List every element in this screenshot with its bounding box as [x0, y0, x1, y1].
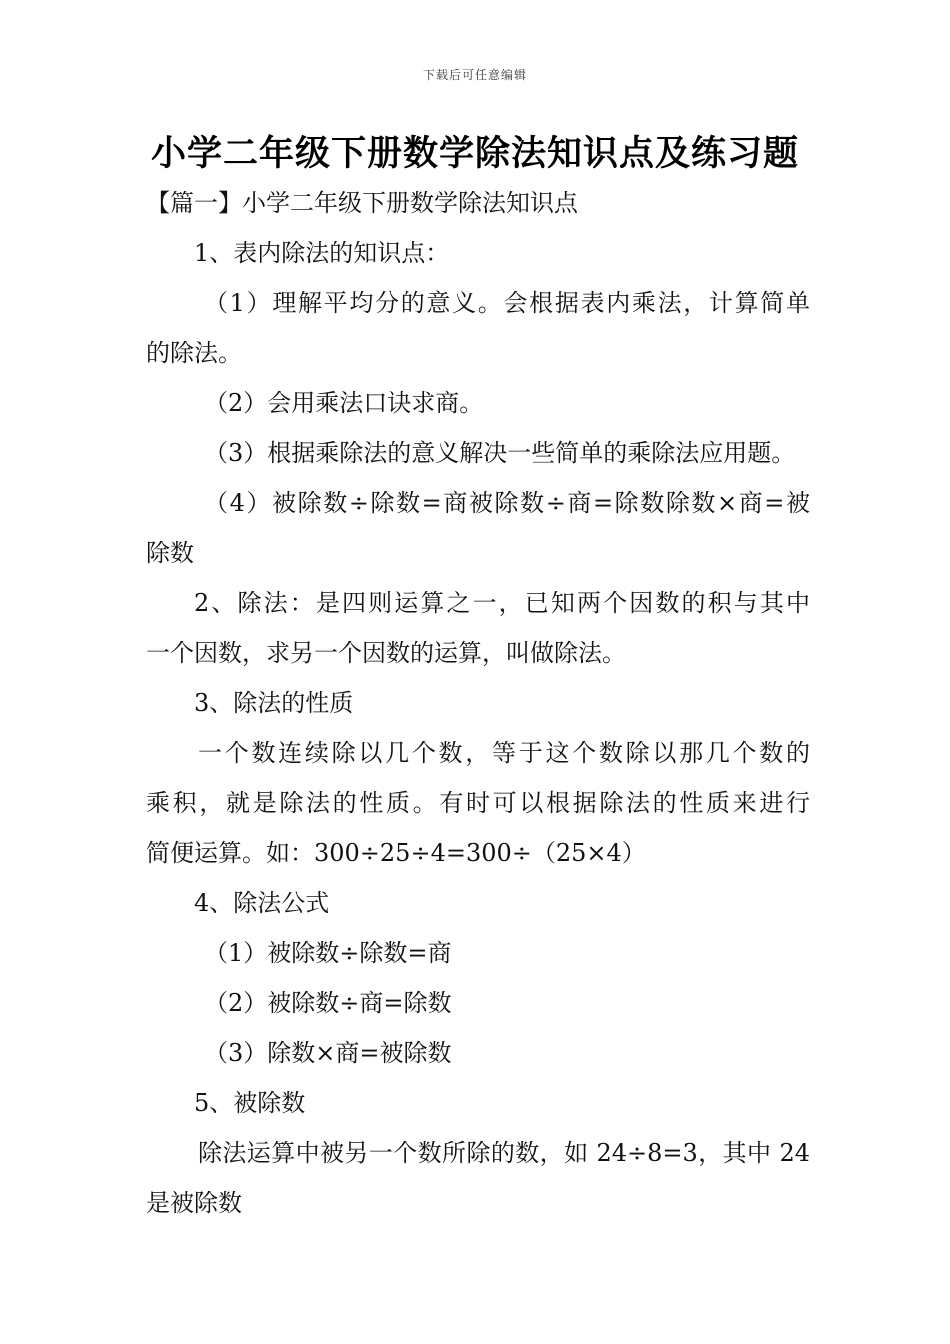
- paragraph-line: 5、被除数: [194, 1089, 306, 1117]
- paragraph-line: （3）除数×商=被除数: [204, 1039, 452, 1067]
- paragraph-line: 4、除法公式: [194, 889, 330, 917]
- paragraph-line: 1、表内除法的知识点：: [194, 239, 450, 267]
- paragraph-line: （2）被除数÷商=除数: [204, 989, 452, 1017]
- paragraph-line: （1）被除数÷除数=商: [204, 939, 452, 967]
- header-note: 下载后可任意编辑: [422, 68, 527, 82]
- paragraph-line: 的除法。: [146, 339, 242, 367]
- paragraph-line: 是被除数: [146, 1189, 242, 1217]
- document-body: [146, 178, 810, 1228]
- document-title: 小学二年级下册数学除法知识点及练习题: [150, 133, 799, 174]
- paragraph-line: 一个数连续除以几个数，等于这个数除以那几个数的: [198, 739, 810, 767]
- paragraph-line: （2）会用乘法口诀求商。: [204, 389, 484, 417]
- paragraph-line: 乘积，就是除法的性质。有时可以根据除法的性质来进行: [146, 789, 810, 817]
- paragraph-line: （3）根据乘除法的意义解决一些简单的乘除法应用题。: [204, 439, 796, 467]
- paragraph-line: 2、除法：是四则运算之一，已知两个因数的积与其中: [194, 589, 810, 617]
- paragraph-line: 除数: [146, 539, 194, 567]
- paragraph-line: 3、除法的性质: [194, 689, 354, 717]
- paragraph-line: 简便运算。如：300÷25÷4=300÷（25×4）: [146, 839, 646, 867]
- section-heading: 【篇一】小学二年级下册数学除法知识点: [146, 189, 578, 217]
- paragraph-line: 除法运算中被另一个数所除的数，如 24÷8=3，其中 24: [198, 1139, 810, 1167]
- paragraph-line: 一个因数，求另一个因数的运算，叫做除法。: [146, 639, 626, 667]
- paragraph-line: （1）理解平均分的意义。会根据表内乘法，计算简单: [204, 289, 810, 317]
- paragraph-line: （4）被除数÷除数=商被除数÷商=除数除数×商=被: [204, 489, 810, 517]
